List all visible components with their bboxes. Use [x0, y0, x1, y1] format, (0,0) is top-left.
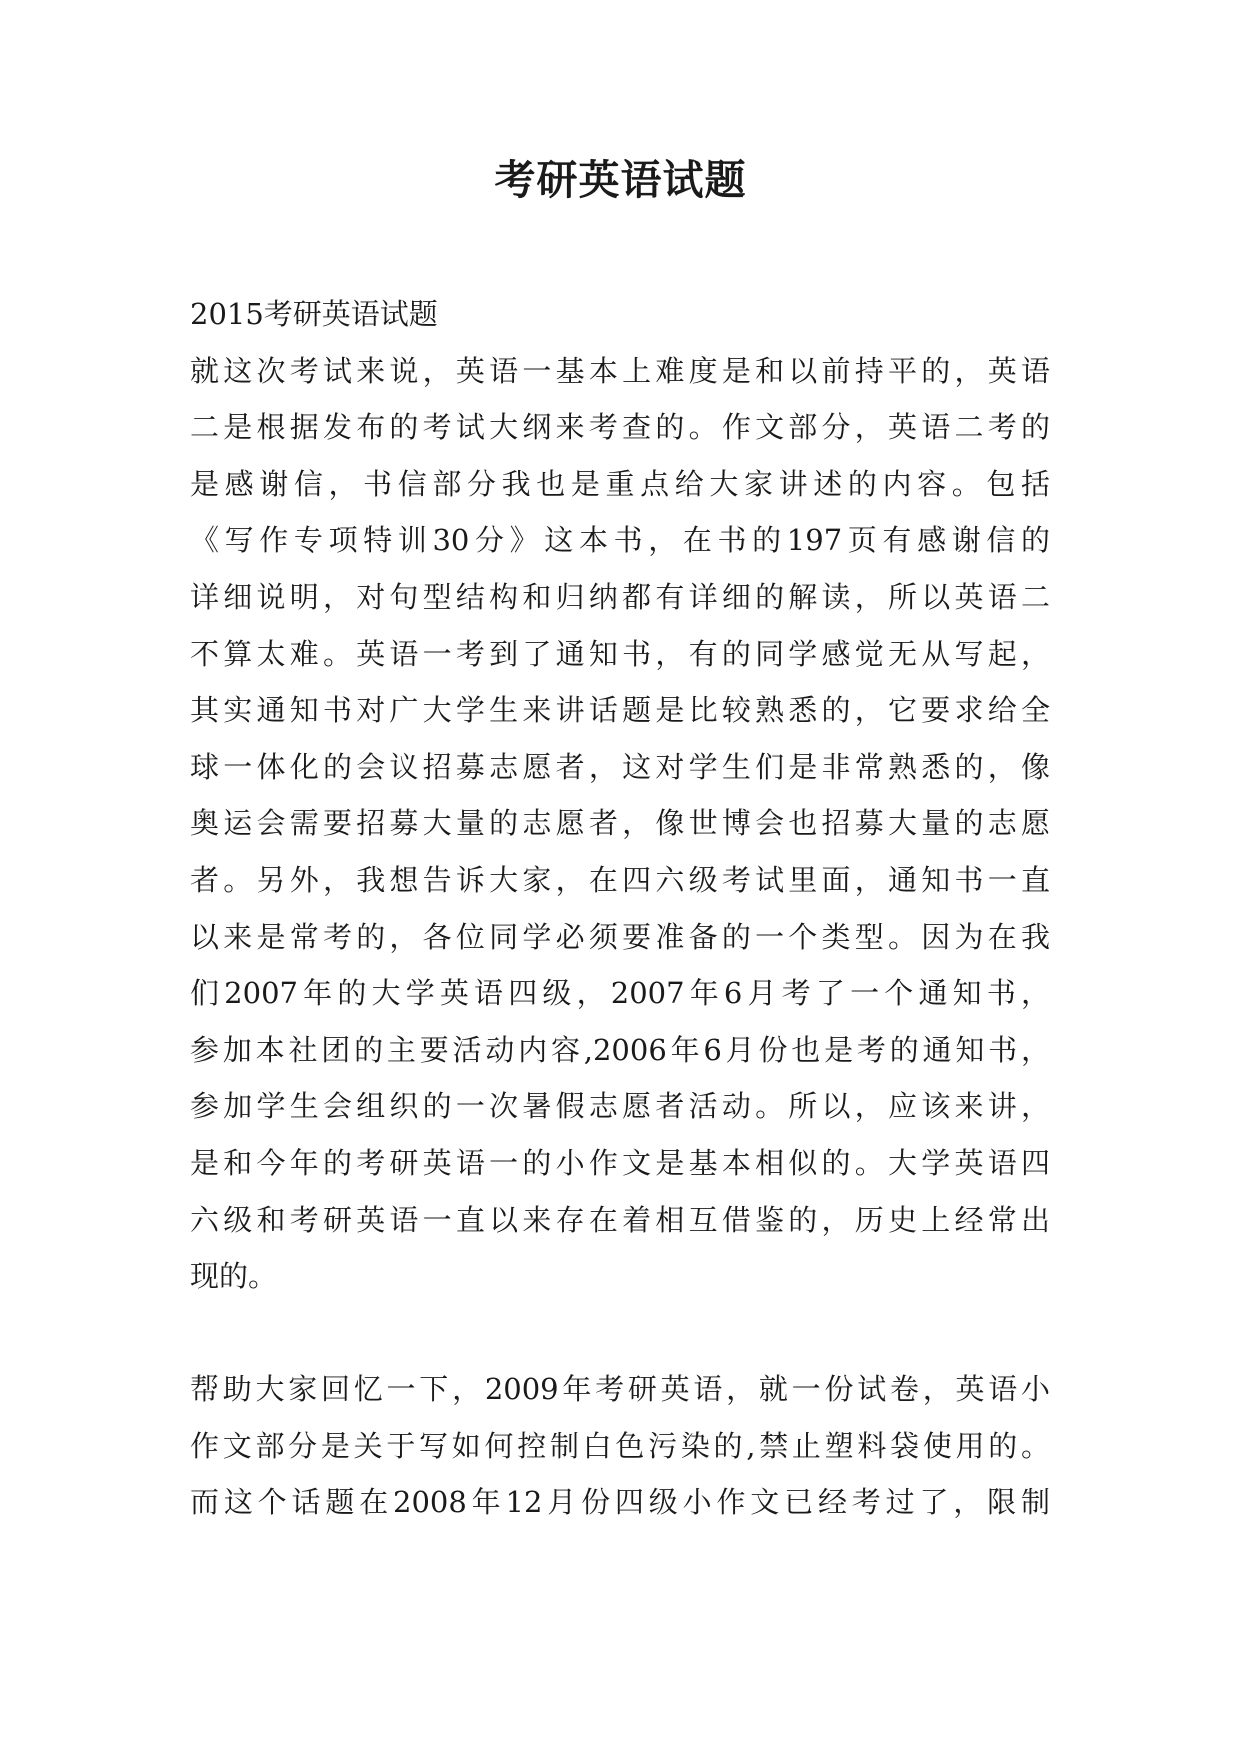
- paragraph-line: 者。另外，我想告诉大家，在四六级考试里面，通知书一直: [190, 862, 1050, 897]
- paragraph-line: 六级和考研英语一直以来存在着相互借鉴的，历史上经常出: [190, 1202, 1050, 1237]
- document-body: [190, 286, 1050, 1531]
- paragraph-line: 就这次考试来说，英语一基本上难度是和以前持平的，英语: [190, 353, 1050, 388]
- paragraph-line: 是和今年的考研英语一的小作文是基本相似的。大学英语四: [190, 1145, 1050, 1180]
- subtitle-line: 2015考研英语试题: [190, 297, 438, 331]
- paragraph-line: 帮助大家回忆一下，2009年考研英语，就一份试卷，英语小: [190, 1372, 1050, 1407]
- paragraph-line: 而这个话题在2008年12月份四级小作文已经考过了，限制: [190, 1485, 1050, 1520]
- paragraph-line: 《写作专项特训30分》这本书，在书的197页有感谢信的: [190, 523, 1050, 558]
- paragraph-line: 作文部分是关于写如何控制白色污染的,禁止塑料袋使用的。: [190, 1428, 1050, 1463]
- paragraph-line: 们2007年的大学英语四级，2007年6月考了一个通知书，: [190, 976, 1050, 1011]
- paragraph-line: 参加本社团的主要活动内容,2006年6月份也是考的通知书，: [190, 1032, 1050, 1067]
- paragraph-line: 以来是常考的，各位同学必须要准备的一个类型。因为在我: [190, 919, 1050, 954]
- paragraph-line: 球一体化的会议招募志愿者，这对学生们是非常熟悉的，像: [190, 749, 1050, 784]
- paragraph-line: 二是根据发布的考试大纲来考查的。作文部分，英语二考的: [190, 410, 1050, 445]
- paragraph-line: 参加学生会组织的一次暑假志愿者活动。所以，应该来讲，: [190, 1089, 1050, 1124]
- paragraph-line: 现的。: [190, 1259, 278, 1294]
- paragraph-line: 其实通知书对广大学生来讲话题是比较熟悉的，它要求给全: [190, 693, 1050, 728]
- page-title: 考研英语试题: [494, 156, 747, 204]
- paragraph-line: 不算太难。英语一考到了通知书，有的同学感觉无从写起，: [190, 636, 1050, 671]
- paragraph-line: 详细说明，对句型结构和归纳都有详细的解读，所以英语二: [190, 579, 1050, 614]
- paragraph-line: 是感谢信，书信部分我也是重点给大家讲述的内容。包括: [190, 466, 1050, 501]
- paragraph-gap: [190, 1305, 1050, 1362]
- paragraph-line: 奥运会需要招募大量的志愿者，像世博会也招募大量的志愿: [190, 806, 1050, 841]
